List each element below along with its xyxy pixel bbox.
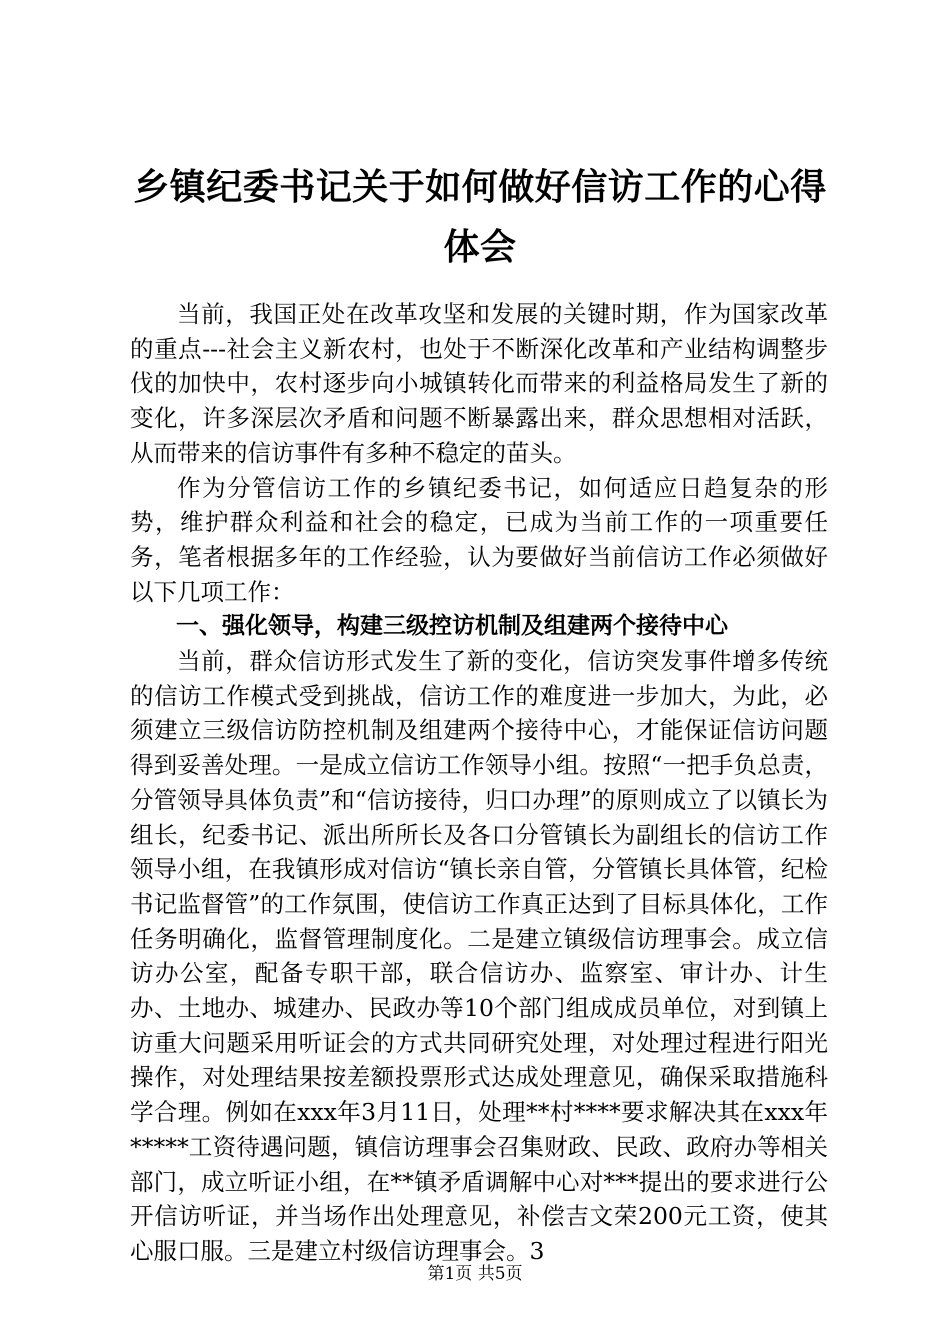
- paragraph-section-one: 当前，群众信访形式发生了新的变化，信访突发事件增多传统的信访工作模式受到挑战，信访工作的难度进一步加大，为此，必须建立三级信访防控机制及组建两个接待中心，才能保证信访问题得到妥善处理。一是成立信访工作领导小组。按照“一把手负总责，分管领导具体负责”和“信访接待，归口办理”的原则成立了以镇长为组长，纪委书记、派出所所长及各口分管镇长为副组长的信访工作领导小组，在我镇形成对信访“镇长亲自管，分管镇长具体管，纪检书记监督管”的工作氛围，使信访工作真正达到了目标具体化，工作任务明确化，监督管理制度化。二是建立镇级信访理事会。成立信访办公室，配备专职干部，联合信访办、监察室、审计办、计生办、土地办、城建办、民政办等10个部门组成成员单位，对到镇上访重大问题采用听证会的方式共同研究处理，对处理过程进行阳光操作，对处理结果按差额投票形式达成处理意见，确保采取措施科学合理。例如在xxx年3月11日，处理**村****要求解决其在xxx年*****工资待遇问题，镇信访理事会召集财政、民政、政府办等相关部门，成立听证小组，在**镇矛盾调解中心对***提出的要求进行公开信访听证，并当场作出处理意见，补偿吉文荣200元工资，使其心服口服。三是建立村级信访理事会。3: [130, 647, 828, 1265]
- document-body: [130, 297, 828, 1269]
- paragraph-purpose: 作为分管信访工作的乡镇纪委书记，如何适应日趋复杂的形势，维护群众利益和社会的稳定，已成为当前工作的一项重要任务，笔者根据多年的工作经验，认为要做好当前信访工作必须做好以下几项工作：: [130, 473, 828, 606]
- section-heading: 一、强化领导，构建三级控访机制及组建两个接待中心: [176, 613, 728, 640]
- paragraph-intro: 当前，我国正处在改革攻坚和发展的关键时期，作为国家改革的重点---社会主义新农村，也处于不断深化改革和产业结构调整步伐的加快中，农村逐步向小城镇转化而带来的利益格局发生了新的变化，许多深层次矛盾和问题不断暴露出来，群众思想相对活跃，从而带来的信访事件有多种不稳定的苗头。: [130, 300, 828, 467]
- document-title: 乡镇纪委书记关于如何做好信访工作的心得体会: [133, 167, 827, 268]
- page-number-footer: 第1页 共5页: [427, 1264, 523, 1284]
